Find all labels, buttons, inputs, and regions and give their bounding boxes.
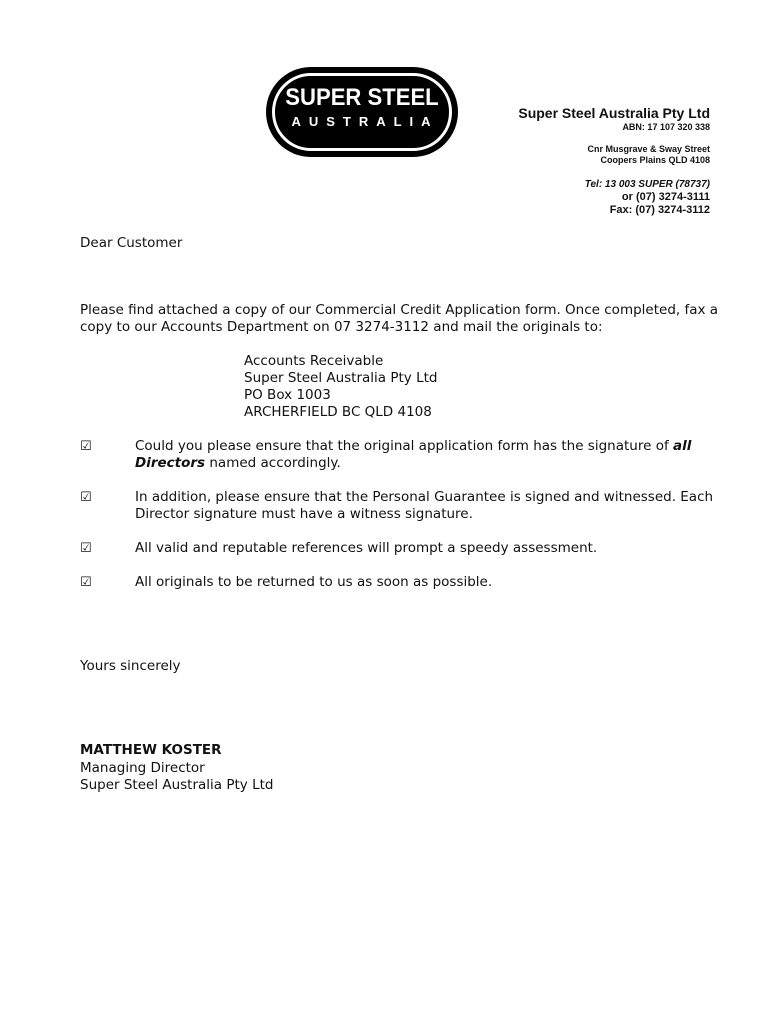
signatory-company: Super Steel Australia Pty Ltd [80,777,274,793]
mailing-address-line: PO Box 1003 [244,387,331,403]
logo-text-line1: SUPER STEEL [285,84,439,111]
checklist-item [135,574,725,591]
mailing-address-line: Super Steel Australia Pty Ltd [244,370,438,386]
checklist-item [135,489,725,523]
checklist-item-text: Could you please ensure that the original application form has the signature of [135,438,673,454]
logo-text-line2: AUSTRALIA [291,114,439,129]
mailing-address [244,353,437,421]
checkbox-icon: ☑ [80,575,92,590]
company-telephone: Tel: 13 003 SUPER (78737) [584,179,710,190]
checkbox-icon: ☑ [80,439,92,454]
checklist-item-emphasis: all Directors [135,438,692,471]
checklist-item-text: In addition, please ensure that the Personal Guarantee is signed and witnessed. Each Director signature must have a witness signature. [135,489,714,522]
mailing-address-line: Accounts Receivable [244,353,384,369]
checkbox-icon: ☑ [80,490,92,505]
mailing-address-line: ARCHERFIELD BC QLD 4108 [244,404,432,420]
company-address-line1: Cnr Musgrave & Sway Street [587,144,710,154]
company-address-line2: Coopers Plains QLD 4108 [600,155,710,165]
company-abn: ABN: 17 107 320 338 [622,122,710,132]
company-name: Super Steel Australia Pty Ltd [518,105,710,121]
checkbox-icon: ☑ [80,541,92,556]
salutation: Dear Customer [80,235,183,251]
signatory-name: MATTHEW KOSTER [80,742,222,758]
checklist-item [135,438,725,472]
intro-paragraph: Please find attached a copy of our Commercial Credit Application form. Once completed, fax a copy to our Accounts Department on 07 3274-3112 and mail the originals to: [80,302,719,335]
checklist-item-text: All valid and reputable references will prompt a speedy assessment. [135,540,598,556]
company-logo [266,67,458,157]
company-telephone-alt: or (07) 3274-3111 [621,191,710,203]
checklist-item [135,540,725,557]
closing: Yours sincerely [80,658,181,674]
signatory-title: Managing Director [80,760,205,776]
checklist-item-text-end: named accordingly. [205,455,341,471]
company-fax: Fax: (07) 3274-3112 [609,204,710,216]
checklist-item-text: All originals to be returned to us as soon as possible. [135,574,493,590]
